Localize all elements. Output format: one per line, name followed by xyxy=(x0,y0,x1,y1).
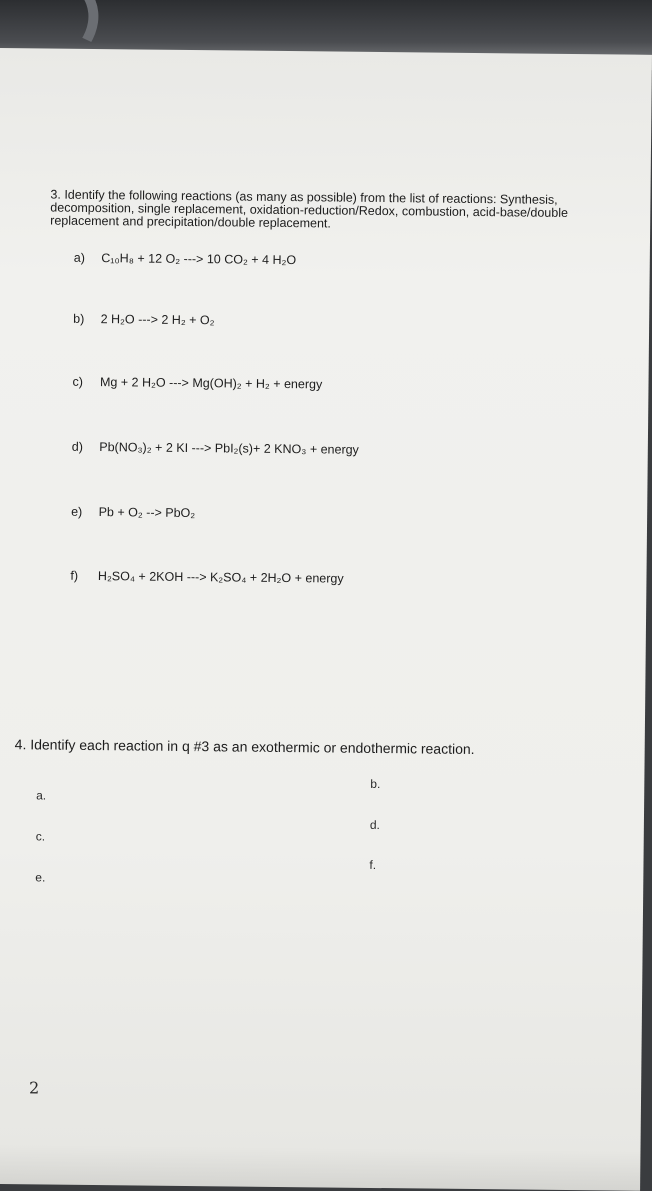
question-3-prompt: 3. Identify the following reactions (as many as possible) from the list of reactions: Synthesis, decomposition, single replacement, oxidation-reduction/Redox, combustion, acid-base/double replacement and precipitation/double replacement. xyxy=(50,187,569,231)
answer-c-label: c. xyxy=(35,829,46,844)
reaction-c xyxy=(72,375,322,392)
answer-e-label: e. xyxy=(35,870,46,885)
reaction-a xyxy=(74,251,296,267)
question-4-prompt: 4. Identify each reaction in q #3 as an exothermic or endothermic reaction. xyxy=(14,736,475,758)
answer-b-label: b. xyxy=(370,776,381,792)
reaction-equation: 2 H₂O ---> 2 H₂ + O₂ xyxy=(100,312,215,328)
reaction-d xyxy=(72,440,359,457)
answer-d-label: d. xyxy=(369,817,380,833)
reaction-label: a) xyxy=(73,250,86,265)
reaction-e xyxy=(71,505,195,520)
reaction-equation: Pb(NO₃)₂ + 2 KI ---> PbI₂(s)+ 2 KNO₃ + energy xyxy=(99,440,359,457)
reaction-label: d) xyxy=(71,439,84,454)
answer-f-label: f. xyxy=(369,857,377,872)
reaction-equation: C₁₀H₈ + 12 O₂ ---> 10 CO₂ + 4 H₂O xyxy=(101,251,297,268)
reaction-equation: Pb + O₂ --> PbO₂ xyxy=(98,505,196,521)
page-number: 2 xyxy=(29,1078,40,1098)
answer-a-label: a. xyxy=(36,788,47,803)
reaction-label: e) xyxy=(71,504,83,519)
reaction-equation: Mg + 2 H₂O ---> Mg(OH)₂ + H₂ + energy xyxy=(99,375,323,392)
reaction-label: f) xyxy=(70,568,79,583)
worksheet-page xyxy=(0,48,652,1191)
reaction-f xyxy=(70,569,343,586)
reaction-label: b) xyxy=(73,311,85,326)
reaction-label: c) xyxy=(72,374,84,389)
reaction-equation: H₂SO₄ + 2KOH ---> K₂SO₄ + 2H₂O + energy xyxy=(97,569,344,586)
reaction-b xyxy=(73,312,215,327)
